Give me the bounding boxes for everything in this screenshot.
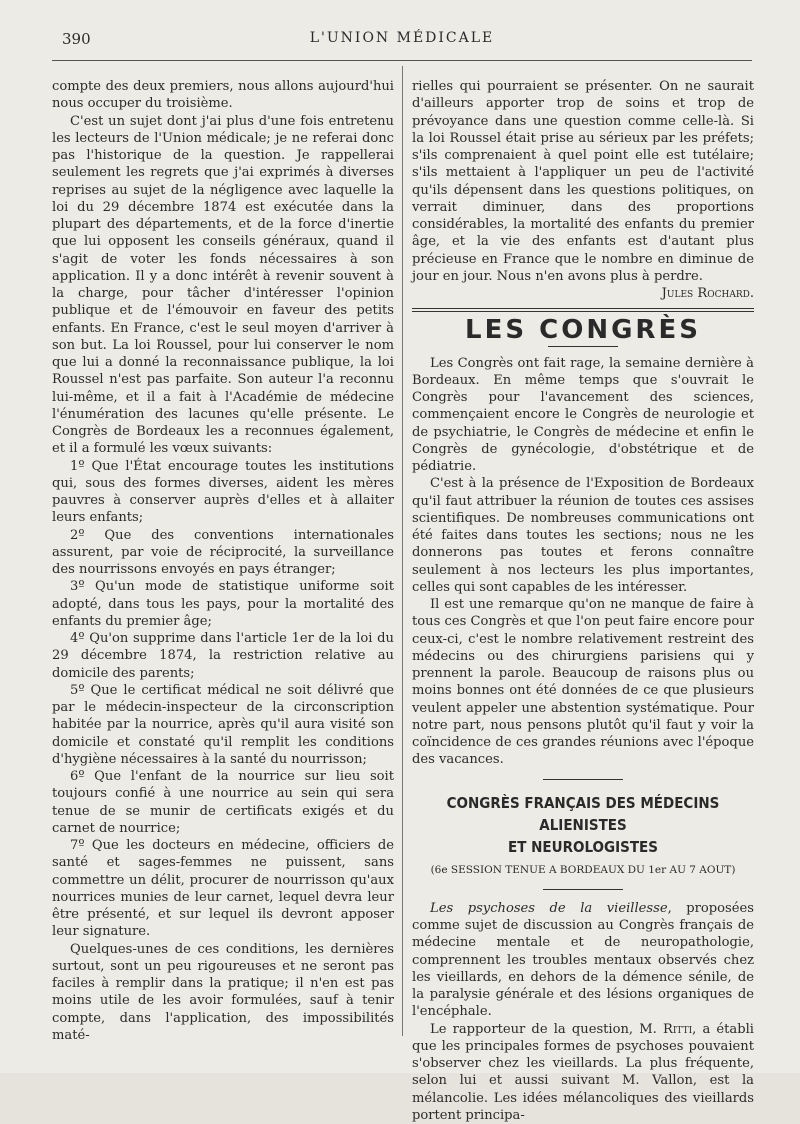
resolution-item: 1º Que l'État encourage toutes les institutions qui, sous des formes diverses, aident les mères pauvres à conserver auprès d'elles et à allaiter leurs enfants;	[52, 458, 394, 527]
page-header	[52, 30, 752, 52]
resolution-item: 6º Que l'enfant de la nourrice sur lieu soit toujours confié à une nourrice au sein qui sera tenue de se munir de certificats exigés et du carnet de nourrice;	[52, 768, 394, 837]
right-column	[412, 78, 754, 1124]
person-name: Ritti	[663, 1022, 692, 1037]
journal-title: L'UNION MÉDICALE	[52, 30, 752, 46]
paragraph: Les Congrès ont fait rage, la semaine dernière à Bordeaux. En même temps que s'ouvrait le Congrès pour l'avancement des sciences, commençaient encore le Congrès de neurologie et de psychiatrie, le Congrès de médecine et enfin le Congrès de gynécologie, d'obstétrique et de pédiatrie.	[412, 355, 754, 476]
author-signature: Jules Rochard.	[662, 285, 754, 302]
section-title: LES CONGRÈS	[412, 322, 754, 339]
header-rule	[52, 60, 752, 61]
page-number: 390	[62, 30, 91, 48]
resolution-item: 2º Que des conventions internationales assurent, par voie de réciprocité, la surveillance des nourrissons envoyés en pays étranger;	[52, 527, 394, 579]
topic-italic: Les psychoses de la vieillesse	[430, 901, 668, 916]
session-rule	[543, 889, 623, 890]
paragraph: Quelques-unes de ces conditions, les dernières surtout, sont un peu rigoureuses et ne seront pas faciles à remplir dans la pratique; il n'en est pas moins utile de les avoir formulées, sauf à tenir compte, dans l'application, des impossibilités maté-	[52, 941, 394, 1045]
title-rule	[548, 346, 618, 347]
left-column	[52, 78, 394, 1044]
paragraph-text: , a établi que les principales formes de psychoses pouvaient s'observer chez les vieillards. La plus fréquente, selon lui et aussi suivant M. Vallon, est la mélancolie. Les idées mélancoliques des vieillards portent principa-	[412, 1022, 754, 1123]
column-divider	[402, 66, 403, 1036]
paragraph: C'est à la présence de l'Exposition de Bordeaux qu'il faut attribuer la réunion de toutes ces assises scientifiques. De nombreuses communications ont été faites dans toutes les sections; nous ne les donnerons pas toutes et ferons connaître seulement à nos lecteurs les plus importantes, celles qui sont capables de les intéresser.	[412, 475, 754, 596]
resolution-item: 7º Que les docteurs en médecine, officiers de santé et sages-femmes ne puissent, sans commettre un délit, procurer de nourrisson qu'aux nourrices munies de leur carnet, lequel devra leur être présenté, et sur lequel ils devront apposer leur signature.	[52, 837, 394, 941]
subsection-title: CONGRÈS FRANÇAIS DES MÉDECINS ALIENISTES	[412, 792, 754, 836]
signature-line	[412, 285, 754, 302]
paragraph: rielles qui pourraient se présenter. On ne saurait d'ailleurs apporter trop de soins et trop de prévoyance dans une question comme celle-là. Si la loi Roussel était prise au sérieux par les préfets; s'ils comprenaient à quel point elle est tutélaire; s'ils mettaient à l'appliquer un peu de l'activité qu'ils dépensent dans les questions politiques, on verrait diminuer, dans des proportions considérables, la mortalité des enfants du premier âge, et la vie des enfants est d'autant plus précieuse en France que le nombre en diminue de jour en jour. Nous n'en avons plus à perdre.	[412, 78, 754, 285]
paragraph: compte des deux premiers, nous allons aujourd'hui nous occuper du troisième.	[52, 78, 394, 113]
session-info: (6e SESSION TENUE A BORDEAUX DU 1er AU 7 AOUT)	[412, 862, 754, 879]
section-double-rule	[412, 308, 754, 312]
paragraph: C'est un sujet dont j'ai plus d'une fois entretenu les lecteurs de l'Union médicale; je ne referai donc pas l'historique de la question. Je rappellerai seulement les regrets que j'ai exprimés à diverses reprises au sujet de la négligence avec laquelle la loi du 29 décembre 1874 est exécutée dans la plupart des départements, et de la force d'inertie que lui opposent les conseils généraux, quand il s'agit de voter les fonds nécessaires à son application. Il y a donc intérêt à revenir souvent à la charge, pour tâcher d'intéresser l'opinion publique et de l'émouvoir en faveur des petits enfants. En France, c'est le seul moyen d'arriver à son but. La loi Roussel, pour lui conserver le nom que lui a donné la reconnaissance publique, la loi Roussel n'est pas parfaite. Son auteur l'a reconnu lui-même, et il a fait à l'Académie de médecine l'énumération des lacunes qu'elle présente. Le Congrès de Bordeaux les a reconnues également, et il a formulé les vœux suivants:	[52, 113, 394, 458]
resolution-item: 5º Que le certificat médical ne soit délivré que par le médecin-inspecteur de la circonscription habitée par la nourrice, après qu'il aura visité son domicile et constaté qu'il remplit les conditions d'hygiène nécessaires à la santé du nourrisson;	[52, 682, 394, 768]
paragraph	[412, 900, 754, 1021]
paragraph	[412, 1021, 754, 1124]
resolution-item: 3º Qu'un mode de statistique uniforme soit adopté, dans tous les pays, pour la mortalité des enfants du premier âge;	[52, 578, 394, 630]
subsection-title: ET NEUROLOGISTES	[412, 836, 754, 858]
separator-rule	[543, 779, 623, 780]
paragraph-text: Le rapporteur de la question, M.	[430, 1022, 663, 1037]
paragraph: Il est une remarque qu'on ne manque de faire à tous ces Congrès et que l'on peut faire encore pour ceux-ci, c'est le nombre relativement restreint des médecins ou des chirurgiens parisiens qui y prennent la parole. Beaucoup de raisons plus ou moins bonnes ont été données de ce que plusieurs veulent appeler une abstention systématique. Pour notre part, nous pensons plutôt qu'il faut y voir la coïncidence de ces grandes réunions avec l'époque des vacances.	[412, 596, 754, 769]
resolution-item: 4º Qu'on supprime dans l'article 1er de la loi du 29 décembre 1874, la restriction relative au domicile des parents;	[52, 630, 394, 682]
paragraph-text: , proposées comme sujet de discussion au Congrès français de médecine mentale et de neuropathologie, comprennent les troubles mentaux observés chez les vieillards, en dehors de la démence sénile, de la paralysie générale et des lésions organiques de l'encéphale.	[412, 901, 754, 1020]
